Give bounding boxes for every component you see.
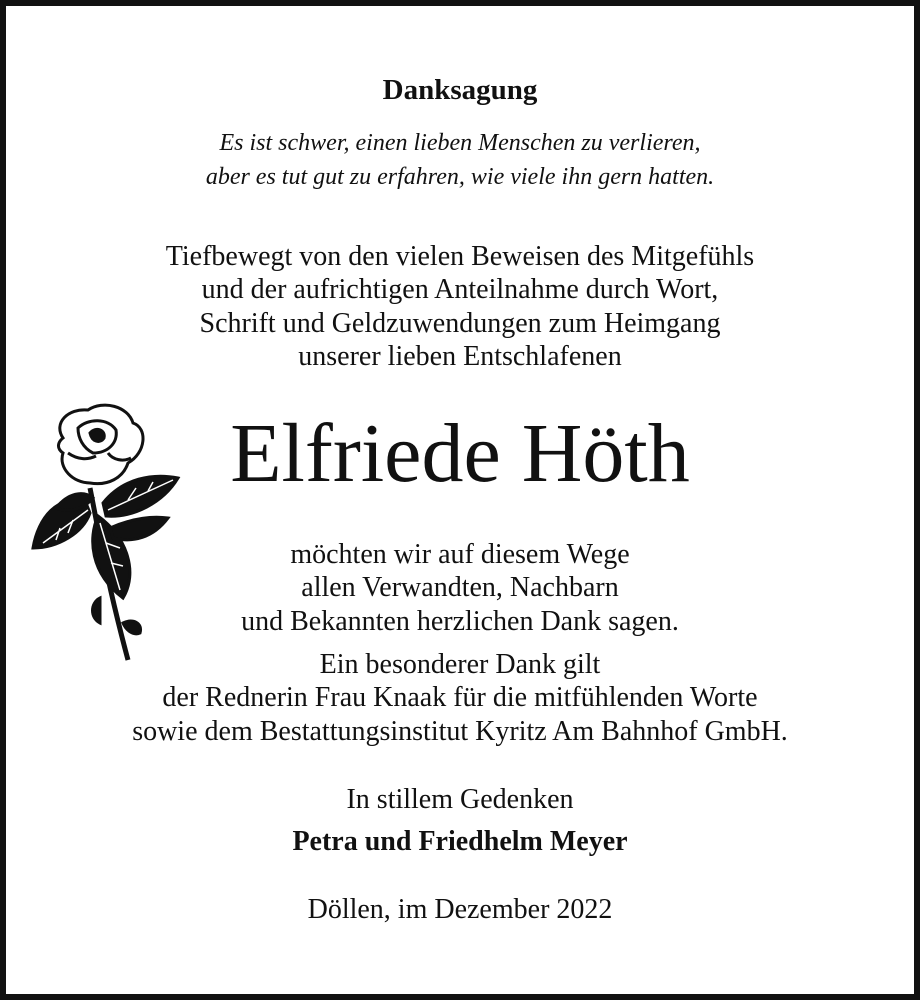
intro-line: Tiefbewegt von den vielen Beweisen des Mitgefühls <box>165 241 755 272</box>
notice-title: Danksagung <box>382 74 538 106</box>
intro-line: Schrift und Geldzuwendungen zum Heimgang <box>199 308 721 339</box>
special-thanks-line: Ein besonderer Dank gilt <box>319 649 601 680</box>
intro-line: und der aufrichtigen Anteilnahme durch Wort, <box>201 274 719 305</box>
special-thanks-line: sowie dem Bestattungsinstitut Kyritz Am Bahnhof GmbH. <box>132 716 788 747</box>
deceased-name: Elfriede Höth <box>230 407 690 500</box>
motto-line: aber es tut gut zu erfahren, wie viele ihn gern hatten. <box>205 164 715 190</box>
closing: In stillem Gedenken <box>346 784 574 815</box>
intro-line: unserer lieben Entschlafenen <box>298 341 622 372</box>
place-date: Döllen, im Dezember 2022 <box>307 894 613 925</box>
thanks-line: und Bekannten herzlichen Dank sagen. <box>241 606 679 637</box>
thanks-line: allen Verwandten, Nachbarn <box>301 572 619 603</box>
motto-line: Es ist schwer, einen lieben Menschen zu verlieren, <box>219 130 701 156</box>
special-thanks-line: der Rednerin Frau Knaak für die mitfühlenden Worte <box>162 682 758 713</box>
signatories: Petra und Friedhelm Meyer <box>292 826 628 857</box>
thanks-line: möchten wir auf diesem Wege <box>290 539 630 570</box>
